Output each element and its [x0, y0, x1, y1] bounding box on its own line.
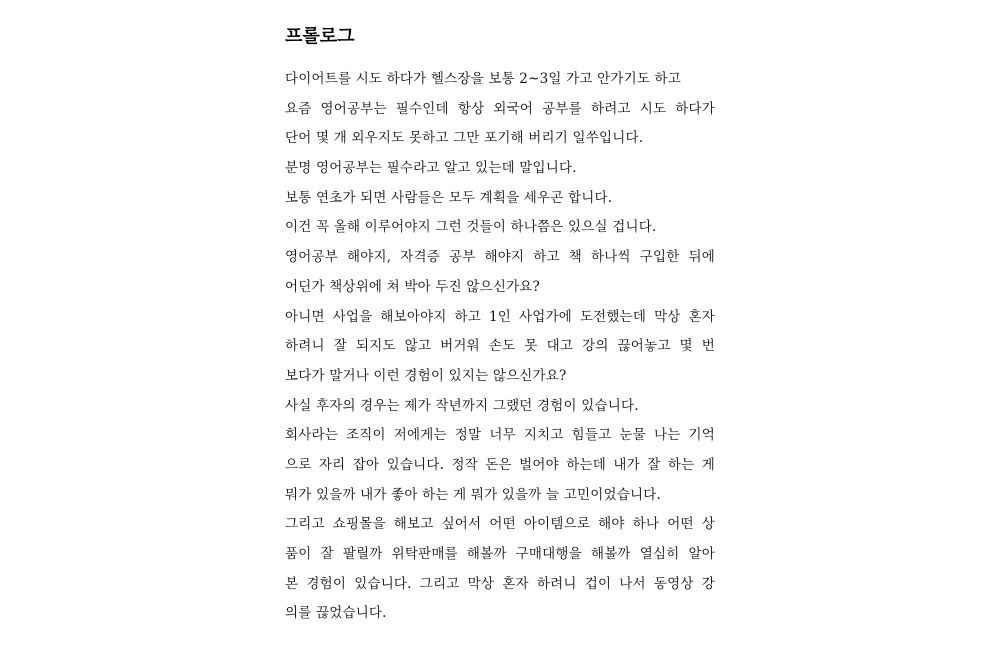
- text-line: 어딘가 책상위에 쳐 박아 두진 않으신가요?: [285, 278, 540, 295]
- body-text: [285, 65, 715, 629]
- text-line: 아니면 사업을 해보아야지 하고 1인 사업가에 도전했는데 막상 혼자: [285, 308, 715, 325]
- text-line: 본 경험이 있습니다. 그리고 막상 혼자 하려니 겁이 나서 동영상 강: [285, 575, 715, 592]
- text-line: 영어공부 해야지, 자격증 공부 해야지 하고 책 하나씩 구입한 뒤에: [285, 249, 715, 266]
- text-line: 단어 몇 개 외우지도 못하고 그만 포기해 버리기 일쑤입니다.: [285, 130, 644, 147]
- text-line: 하려니 잘 되지도 않고 버거워 손도 못 대고 강의 끊어놓고 몇 번: [285, 338, 715, 355]
- text-line: 회사라는 조직이 저에게는 정말 너무 지치고 힘들고 눈물 나는 기억: [285, 427, 715, 444]
- text-line: 의를 끊었습니다.: [285, 605, 387, 622]
- text-line: 품이 잘 팔릴까 위탁판매를 해볼까 구매대행을 해볼까 열심히 알아: [285, 546, 715, 562]
- text-line: 분명 영어공부는 필수라고 알고 있는데 말입니다.: [285, 160, 577, 177]
- text-line: 보통 연초가 되면 사람들은 모두 계획을 세우곤 합니다.: [285, 189, 613, 206]
- text-line: 보다가 말거나 이런 경험이 있지는 않으신가요?: [285, 367, 567, 384]
- document-page: [285, 22, 715, 629]
- text-line: 이건 꼭 올해 이루어야지 그런 것들이 하나쯤은 있으실 겁니다.: [285, 219, 657, 236]
- text-line: 뭐가 있을까 내가 좋아 하는 게 뭐가 있을까 늘 고민이었습니다.: [285, 486, 661, 503]
- document-title: 프롤로그: [285, 26, 355, 47]
- text-line: 으로 자리 잡아 있습니다. 정작 돈은 벌어야 하는데 내가 잘 하는 게: [285, 456, 715, 473]
- text-line: 그리고 쇼핑몰을 해보고 싶어서 어떤 아이템으로 해야 하나 어떤 상: [285, 516, 715, 533]
- text-line: 다이어트를 시도 하다가 헬스장을 보통 2~3일 가고 안가기도 하고: [285, 71, 682, 87]
- text-line: 요즘 영어공부는 필수인데 항상 외국어 공부를 하려고 시도 하다가: [285, 100, 715, 117]
- text-line: 사실 후자의 경우는 제가 작년까지 그랬던 경험이 있습니다.: [285, 397, 639, 414]
